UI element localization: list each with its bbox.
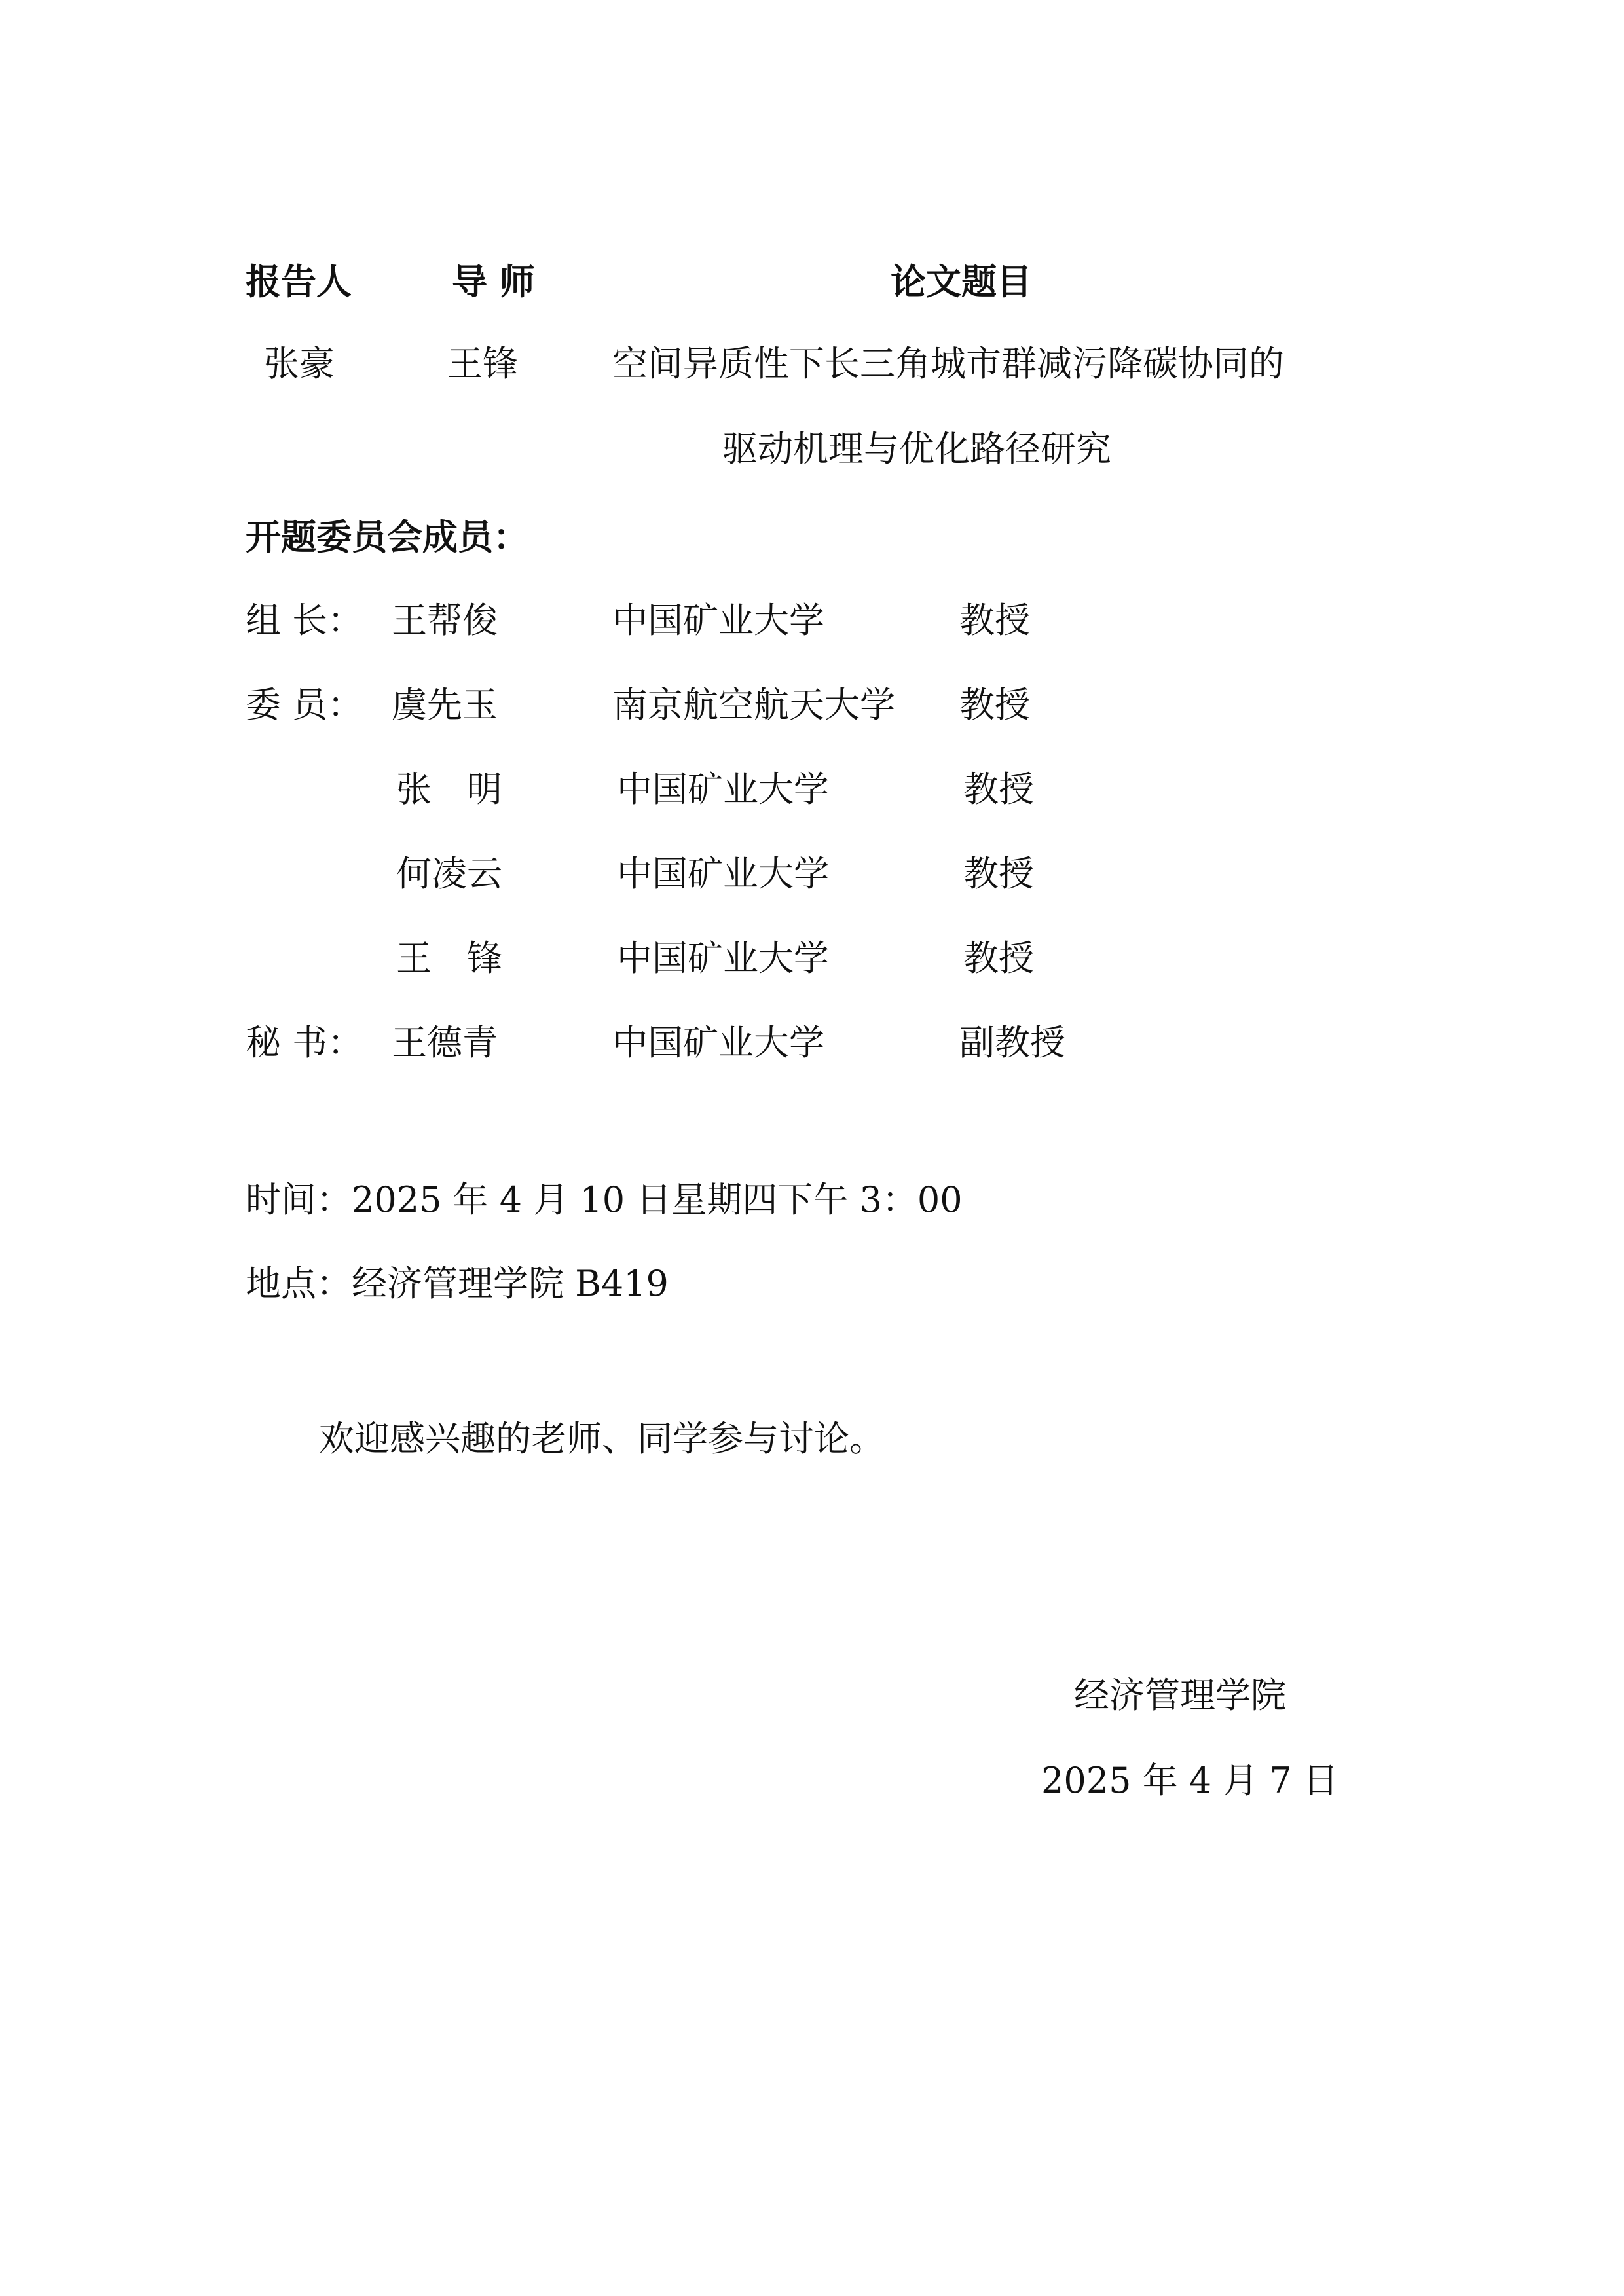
committee-heading: 开题委员会成员： bbox=[246, 517, 528, 558]
member-name: 王帮俊 bbox=[392, 600, 498, 641]
member-role: 委 员： bbox=[246, 684, 363, 725]
member-name: 王 锋 bbox=[396, 938, 502, 979]
signature-org: 经济管理学院 bbox=[1074, 1675, 1286, 1716]
advisor-header: 导 师 bbox=[452, 261, 535, 302]
thesis-title-line-1: 空间异质性下长三角城市群减污降碳协同的 bbox=[612, 343, 1284, 384]
reporter-name: 张豪 bbox=[264, 343, 335, 384]
member-name: 王德青 bbox=[392, 1022, 498, 1063]
member-rank: 教授 bbox=[959, 684, 1030, 725]
event-place: 地点：经济管理学院 B419 bbox=[246, 1263, 669, 1304]
member-org: 中国矿业大学 bbox=[617, 769, 829, 810]
member-rank: 教授 bbox=[959, 600, 1030, 641]
thesis-title-header: 论文题目 bbox=[891, 261, 1032, 302]
member-name: 虞先玉 bbox=[392, 684, 498, 725]
member-rank: 教授 bbox=[963, 769, 1034, 810]
member-org: 南京航空航天大学 bbox=[612, 684, 895, 725]
member-org: 中国矿业大学 bbox=[612, 1022, 824, 1063]
invitation-text: 欢迎感兴趣的老师、同学参与讨论。 bbox=[319, 1418, 885, 1459]
advisor-name: 王锋 bbox=[447, 343, 518, 384]
member-name: 张 明 bbox=[396, 769, 502, 810]
member-role: 秘 书： bbox=[246, 1022, 363, 1063]
member-rank: 副教授 bbox=[959, 1022, 1065, 1063]
reporter-header: 报告人 bbox=[246, 261, 352, 302]
member-rank: 教授 bbox=[963, 853, 1034, 894]
member-org: 中国矿业大学 bbox=[612, 600, 824, 641]
member-org: 中国矿业大学 bbox=[617, 938, 829, 979]
event-time: 时间：2025 年 4 月 10 日星期四下午 3：00 bbox=[246, 1179, 963, 1220]
thesis-title-line-2: 驱动机理与优化路径研究 bbox=[722, 428, 1111, 469]
member-role: 组 长： bbox=[246, 600, 363, 641]
member-name: 何凌云 bbox=[396, 853, 502, 894]
member-org: 中国矿业大学 bbox=[617, 853, 829, 894]
signature-date: 2025 年 4 月 7 日 bbox=[1041, 1760, 1338, 1801]
member-rank: 教授 bbox=[963, 938, 1034, 979]
